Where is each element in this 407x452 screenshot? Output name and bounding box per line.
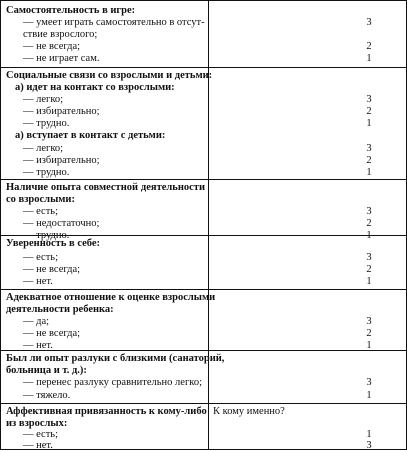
option-text: — тяжело. (23, 390, 71, 401)
option-text: — избирательно; (23, 106, 100, 117)
option-score: 1 (366, 276, 372, 287)
option-text: — есть; (23, 429, 59, 440)
section-title: Адекватное отношение к оценке взрослыми (6, 292, 216, 303)
option-text: — легко; (23, 143, 64, 154)
option-text: — не всегда; (23, 41, 81, 52)
option-text: — трудно. (23, 230, 70, 241)
option-score: 3 (366, 377, 372, 388)
option-score: 3 (366, 440, 372, 451)
option-score: 2 (366, 218, 372, 229)
option-score: 1 (366, 167, 372, 178)
option-text: — есть; (23, 252, 59, 263)
option-text: — умеет играть самостоятельно в отсут- (23, 17, 205, 28)
option-text: — избирательно; (23, 155, 100, 166)
option-score: 3 (366, 94, 372, 105)
option-score: 1 (366, 118, 372, 129)
note-text: К кому именно? (213, 406, 285, 417)
option-text: — трудно. (23, 167, 70, 178)
option-text: — есть; (23, 206, 59, 217)
section-title: Был ли опыт разлуки с близкими (санаторий, (6, 353, 225, 364)
option-score: 3 (366, 206, 372, 217)
option-text: — не всегда; (23, 264, 81, 275)
section-title: Самостоятельность в игре: (6, 5, 136, 16)
section-title-cont: больница и т. д.): (6, 365, 87, 376)
option-text: — недостаточно; (23, 218, 100, 229)
section-title: Аффективная привязанность к кому-либо (6, 406, 207, 417)
option-text: — нет. (23, 340, 53, 351)
option-text: — трудно. (23, 118, 70, 129)
section-title-cont: из взрослых: (6, 418, 68, 429)
section-title-cont: со взрослыми: (6, 194, 75, 205)
option-score: 1 (366, 390, 372, 401)
option-text: — нет. (23, 276, 53, 287)
option-score: 2 (366, 264, 372, 275)
section-title-cont: деятельности ребенка: (6, 304, 114, 315)
option-score: 1 (366, 53, 372, 64)
option-score: 3 (366, 316, 372, 327)
section-title: Уверенность в себе: (6, 238, 101, 249)
option-text: — да; (23, 316, 50, 327)
row-divider (1, 403, 406, 404)
option-score: 2 (366, 106, 372, 117)
row-divider (1, 67, 406, 68)
option-text: — нет. (23, 440, 53, 451)
row-divider (1, 350, 406, 351)
option-score: 1 (366, 230, 372, 241)
option-text: — перенес разлуку сравнительно легко; (23, 377, 202, 388)
option-score: 3 (366, 17, 372, 28)
option-score: 1 (366, 429, 372, 440)
option-text: — не играет сам. (23, 53, 100, 64)
option-text: — легко; (23, 94, 64, 105)
option-score: 2 (366, 155, 372, 166)
option-score: 2 (366, 328, 372, 339)
subgroup-label: а) идет на контакт со взрослыми: (15, 82, 175, 93)
option-score: 3 (366, 252, 372, 263)
section-title: Социальные связи со взрослыми и детьми: (6, 70, 213, 81)
section-title: Наличие опыта совместной деятельности (6, 182, 205, 193)
option-text: ствие взрослого; (23, 29, 98, 40)
column-divider (208, 1, 209, 449)
row-divider (1, 289, 406, 290)
subgroup-label: а) вступает в контакт с детьми: (15, 130, 166, 141)
row-divider (1, 235, 406, 236)
option-text: — не всегда; (23, 328, 81, 339)
option-score: 1 (366, 340, 372, 351)
row-divider (1, 179, 406, 180)
option-score: 2 (366, 41, 372, 52)
option-score: 3 (366, 143, 372, 154)
